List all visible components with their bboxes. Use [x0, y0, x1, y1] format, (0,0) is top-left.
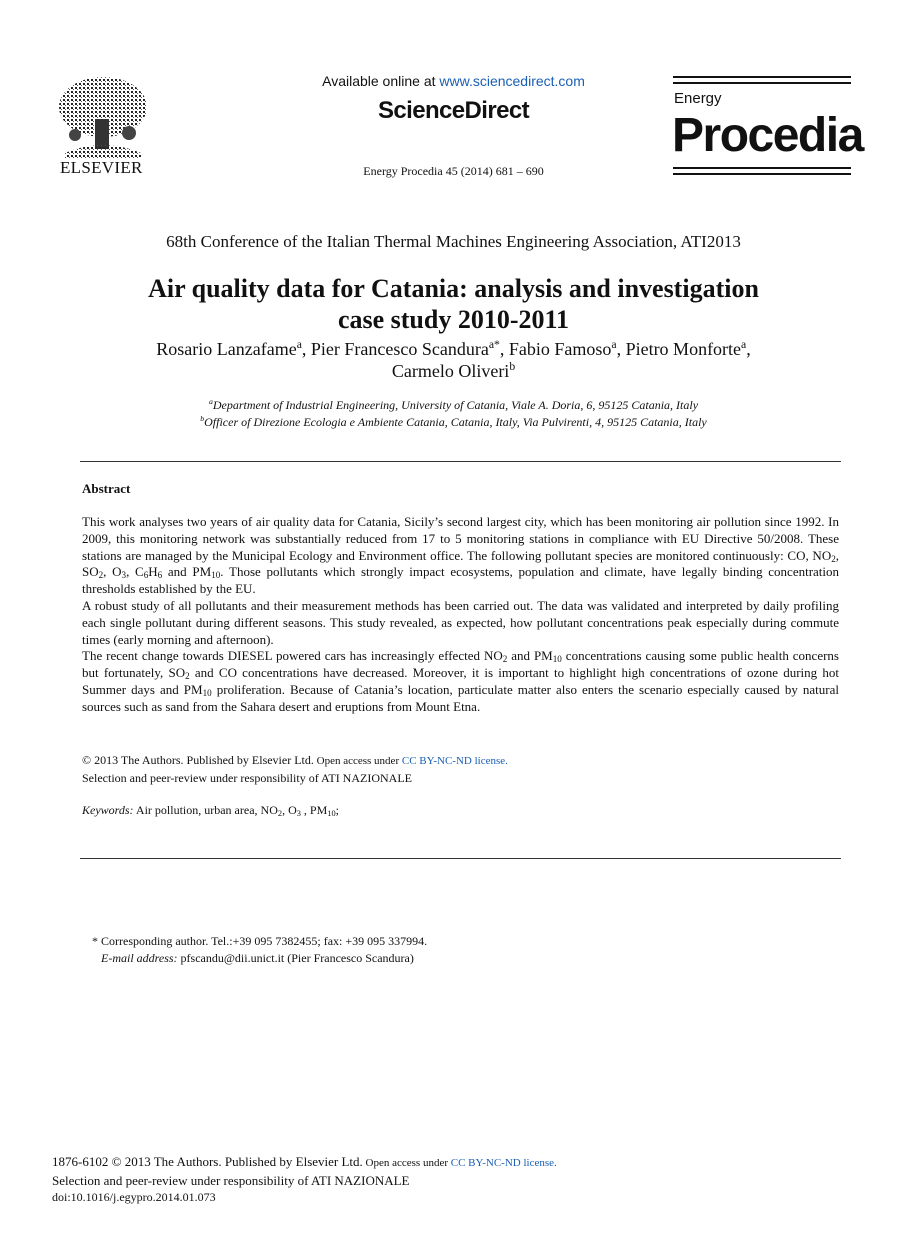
page-footer: 1876-6102 © 2013 The Authors. Published by Elsevier Ltd. Open access under CC BY-NC-ND license. Selection and peer-review under responsibility of ATI NAZIONALE doi:10.1016/j.egypro.2014.01.073: [52, 1154, 557, 1204]
brand-rule-top-2: [673, 82, 851, 84]
copyright-block: © 2013 The Authors. Published by Elsevier Ltd. Open access under CC BY-NC-ND license. Selection and peer-review under responsibility of ATI NAZIONALE: [82, 753, 508, 785]
email-label: E-mail address:: [101, 951, 178, 965]
conference-name: 68th Conference of the Italian Thermal Machines Engineering Association, ATI2013: [166, 232, 741, 251]
elsevier-wordmark: ELSEVIER: [60, 158, 143, 177]
author-affiliation-mark: a: [296, 338, 302, 351]
abstract-heading: Abstract: [82, 481, 131, 496]
available-online-text: Available online at: [322, 73, 440, 89]
journal-brand-energy: Energy: [674, 90, 722, 107]
copyright-line: © 2013 The Authors. Published by Elsevier Ltd.: [82, 753, 314, 767]
journal-brand-procedia: Procedia: [672, 109, 863, 162]
affiliations: [0, 397, 907, 431]
paper-title: [0, 273, 907, 335]
author-affiliation-mark: b: [509, 360, 516, 373]
abstract-top-rule: [80, 461, 841, 462]
abstract-body: [82, 514, 839, 716]
doi[interactable]: doi:10.1016/j.egypro.2014.01.073: [52, 1190, 216, 1204]
license-link[interactable]: CC BY-NC-ND license.: [401, 755, 508, 767]
author-name: Rosario Lanzafame: [156, 339, 297, 359]
author-list: Rosario Lanzafame$^a$, Pier Francesco Scandura$^{a*}$, Fabio Famoso$^a$, Pietro Monforte$^a$, Carmelo Oliveri$^b$: [156, 338, 751, 381]
author-name: Fabio Famoso: [508, 339, 612, 359]
corresponding-author: [92, 933, 427, 967]
abstract-paragraph-3: The recent change towards DIESEL powered cars has increasingly effected $NO_2$ and $PM_{10}$ concentrations causing some public health concerns but fortunately, $SO_2$ and CO concentrations have decreased. Moreover, it is important to highlight high concentrations of ozone during hot Summer days and $PM_{10}$ proliferation. Because of Catania’s location, particulate matter also enters the scenario especially caused by natural sources such as sand from the Sahara desert and eruptions from Mount Etna.: [82, 648, 839, 714]
author-name: Pier Francesco Scandura: [310, 339, 489, 359]
email-address[interactable]: pfscandu@dii.unict.it (Pier Francesco Scandura): [177, 951, 414, 965]
footer-license-link[interactable]: CC BY-NC-ND license.: [450, 1157, 557, 1169]
abstract-paragraph-2: A robust study of all pollutants and their measurement methods has been carried out. The data was validated and interpreted by daily profiling each single pollutant during different seasons. This study revealed, as expected, how pollutant concentrations peak especially during commute times (early morning and afternoon).: [82, 597, 839, 647]
corresponding-contact: * Corresponding author. Tel.:+39 095 7382455; fax: +39 095 337994.: [92, 934, 428, 948]
brand-rule-bottom-2: [673, 173, 851, 175]
author-affiliation-mark: a: [611, 338, 617, 351]
author-name: Carmelo Oliveri: [391, 361, 510, 381]
keywords-label: Keywords:: [82, 803, 134, 817]
abstract-paragraph-1: This work analyses two years of air quality data for Catania, Sicily’s second largest city, which has been monitoring air pollution since 1992. In 2009, this monitoring network was substantially reduced from 17 to 5 monitoring stations in compliance with EU Directive 50/2008. These stations are managed by the Municipal Ecology and Environment office. The following pollutant species are monitored continuously: CO, $NO_2$, $SO_2$, $O_3$, $C_6H_6$ and $PM_{10}$. Those pollutants which strongly impact ecosystems, population and climate, have legally binding concentration thresholds established by the EU.: [82, 514, 840, 597]
journal-reference: Energy Procedia 45 (2014) 681 – 690: [363, 164, 544, 178]
affiliation-a: $^a$Department of Industrial Engineering, University of Catania, Viale A. Doria, 6, 95125 Catania, Italy: [208, 397, 699, 412]
brand-rule-bottom-1: [673, 167, 851, 169]
paper-title-line-1: Air quality data for Catania: analysis and investigation: [148, 274, 759, 303]
paper-title-line-2: case study 2010-2011: [337, 305, 570, 334]
author-affiliation-mark: a: [741, 338, 747, 351]
peer-review-line: Selection and peer-review under responsibility of ATI NAZIONALE: [82, 771, 412, 785]
affiliation-b: $^b$Officer of Direzione Ecologia e Ambiente Catania, Catania, Italy, Via Pulvirenti, 4, 95125 Catania, Italy: [200, 414, 707, 429]
sciencedirect-logo: ScienceDirect: [378, 97, 529, 124]
issn-copyright: 1876-6102 © 2013 The Authors. Published by Elsevier Ltd.: [52, 1154, 363, 1169]
footer-peer-review: Selection and peer-review under responsibility of ATI NAZIONALE: [52, 1173, 410, 1188]
brand-rule-top-1: [673, 76, 851, 78]
author-name: Pietro Monforte: [625, 339, 742, 359]
sciencedirect-link[interactable]: www.sciencedirect.com: [439, 73, 585, 89]
keywords-bottom-rule: [80, 858, 841, 859]
author-affiliation-mark: a*: [488, 338, 500, 351]
keywords: Keywords: Air pollution, urban area, $NO_2$, $O_3$ , $PM_{10}$;: [82, 803, 339, 818]
